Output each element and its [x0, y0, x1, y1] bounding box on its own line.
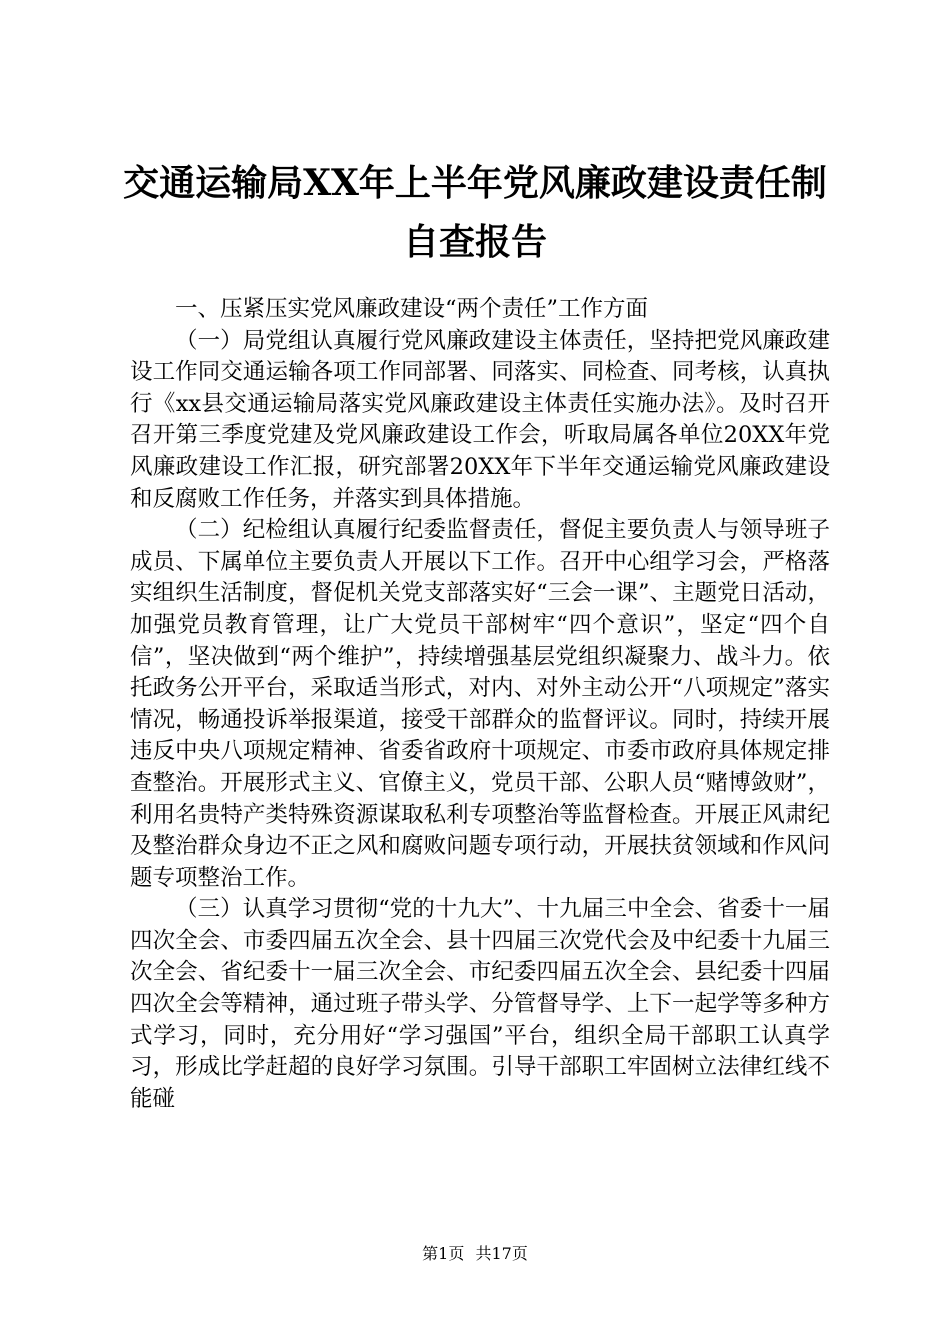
section-heading: 一、压紧压实党风廉政建设“两个责任”工作方面: [175, 296, 649, 322]
page-footer: [0, 1244, 950, 1264]
document-title-line-2: 自查报告: [402, 221, 547, 263]
document-title-line-1: 交通运输局XX年上半年党风廉政建设责任制: [123, 162, 827, 204]
document-body: [130, 294, 830, 1115]
page-total: 共17页: [475, 1244, 528, 1263]
paragraph-2: （二）纪检组认真履行纪委监督责任，督促主要负责人与领导班子成员、下属单位主要负责人开展以下工作。召开中心组学习会，严格落实组织生活制度，督促机关党支部落实好“三会一课”、主题党日活动，加强党员教育管理，让广大党员干部树牢“四个意识”，坚定“四个自信”，坚决做到“两个维护”，持续增强基层党组织凝聚力、战斗力。依托政务公开平台，采取适当形式，对内、对外主动公开“八项规定”落实情况，畅通投诉举报渠道，接受干部群众的监督评议。同时，持续开展违反中央八项规定精神、省委省政府十项规定、市委市政府具体规定排查整治。开展形式主义、官僚主义，党员干部、公职人员“赌博敛财”，利用名贵特产类特殊资源谋取私利专项整治等监督检查。开展正风肃纪及整治群众身边不正之风和腐败问题专项行动，开展扶贫领域和作风问题专项整治工作。: [130, 517, 830, 891]
paragraph-3: （三）认真学习贯彻“党的十九大”、十九届三中全会、省委十一届四次全会、市委四届五次全会、县十四届三次党代会及中纪委十九届三次全会、省纪委十一届三次全会、市纪委四届五次全会、县纪委十四届四次全会等精神，通过班子带头学、分管督导学、上下一起学等多种方式学习，同时，充分用好“学习强国”平台，组织全局干部职工认真学习，形成比学赶超的良好学习氛围。引导干部职工牢固树立法律红线不能碰: [130, 896, 830, 1112]
page-number: 第1页: [422, 1244, 465, 1263]
paragraph-1: （一）局党组认真履行党风廉政建设主体责任，坚持把党风廉政建设工作同交通运输各项工作同部署、同落实、同检查、同考核，认真执行《xx县交通运输局落实党风廉政建设主体责任实施办法》。及时召开召开第三季度党建及党风廉政建设工作会，听取局属各单位20XX年党风廉政建设工作汇报，研究部署20XX年下半年交通运输党风廉政建设和反腐败工作任务，并落实到具体措施。: [130, 327, 830, 512]
